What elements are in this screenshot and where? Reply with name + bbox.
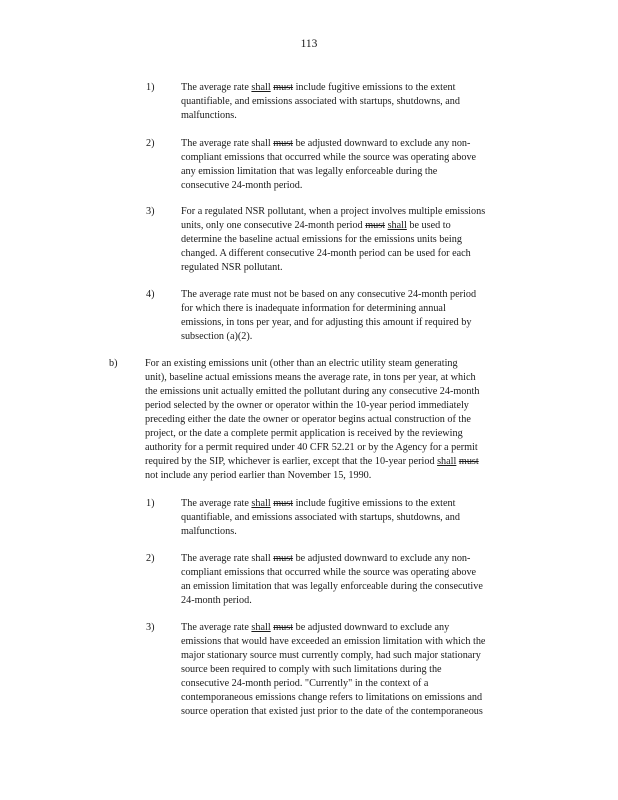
item-text (181, 81, 541, 123)
text-line: determine the baseline actual emissions for the emissions units being (181, 234, 462, 245)
text-line: source operation that existed just prior to the date of the contemporaneous (181, 706, 483, 717)
text-line: regulated NSR pollutant. (181, 262, 283, 273)
text-line: The average rate shall must be adjusted downward to exclude any non- (181, 553, 471, 564)
text-line: consecutive 24-month period. (181, 180, 303, 191)
item-label: 1) (146, 498, 155, 509)
page-number: 113 (300, 38, 318, 50)
item-label: 1) (146, 82, 155, 93)
item-text (181, 205, 541, 275)
text-line: subsection (a)(2). (181, 331, 253, 342)
text-line: emissions, in tons per year, and for adjusting this amount if required by (181, 317, 472, 328)
text-line: malfunctions. (181, 526, 237, 537)
text-line: malfunctions. (181, 110, 237, 121)
item-text (181, 288, 541, 344)
text-line: contemporaneous emissions change refers to limitations on emissions and (181, 692, 483, 703)
text-line: compliant emissions that occurred while the source was operating above (181, 152, 477, 163)
item-text (181, 552, 541, 608)
text-line: authority for a permit required under 40 CFR 52.21 or by the Agency for a permit (145, 442, 478, 453)
text-line: an emission limitation that was legally enforceable during the consecutive (181, 581, 483, 592)
text-line: source been required to comply with such limitations during the (181, 664, 442, 675)
text-line: The average rate must not be based on any consecutive 24-month period (181, 289, 477, 300)
text-line: any emission limitation that was legally enforceable during the (181, 166, 438, 177)
text-line: unit), baseline actual emissions means the average rate, in tons per year, at which (145, 372, 476, 383)
text-line: The average rate shall must include fugitive emissions to the extent (181, 82, 456, 93)
item-label: 3) (146, 206, 155, 217)
text-line: units, only one consecutive 24-month period must shall be used to (181, 220, 451, 231)
text-line: The average rate shall must be adjusted downward to exclude any non- (181, 138, 471, 149)
text-line: For a regulated NSR pollutant, when a project involves multiple emissions (181, 206, 486, 217)
item-text (181, 497, 541, 539)
text-line: changed. A different consecutive 24-month period can be used for each (181, 248, 471, 259)
text-line: the emissions unit actually emitted the pollutant during any consecutive 24-month (145, 386, 480, 397)
item-text (181, 137, 541, 193)
text-line: quantifiable, and emissions associated with startups, shutdowns, and (181, 512, 460, 523)
text-line: project, or the date a complete permit application is received by the reviewing (145, 428, 463, 439)
text-line: quantifiable, and emissions associated with startups, shutdowns, and (181, 96, 460, 107)
text-line: required by the SIP, whichever is earlier, except that the 10-year period shall must (145, 456, 479, 467)
text-line: For an existing emissions unit (other than an electric utility steam generating (145, 358, 458, 369)
item-label: b) (109, 358, 118, 369)
item-label: 2) (146, 553, 155, 564)
item-text (181, 621, 541, 719)
text-line: 24-month period. (181, 595, 252, 606)
item-label: 2) (146, 138, 155, 149)
text-line: period selected by the owner or operator within the 10-year period immediately (145, 400, 469, 411)
text-line: not include any period earlier than November 15, 1990. (145, 470, 372, 481)
text-line: for which there is inadequate information for determining annual (181, 303, 446, 314)
item-label: 3) (146, 622, 155, 633)
text-line: preceding either the date the owner or operator begins actual construction of the (145, 414, 471, 425)
text-line: emissions that would have exceeded an emission limitation with which the (181, 636, 486, 647)
text-line: major stationary source must currently comply, had such major stationary (181, 650, 481, 661)
item-label: 4) (146, 289, 155, 300)
text-line: The average rate shall must include fugitive emissions to the extent (181, 498, 456, 509)
text-line: The average rate shall must be adjusted downward to exclude any (181, 622, 450, 633)
item-text (145, 357, 541, 483)
text-line: consecutive 24-month period. "Currently" in the context of a (181, 678, 429, 689)
text-line: compliant emissions that occurred while the source was operating above (181, 567, 477, 578)
